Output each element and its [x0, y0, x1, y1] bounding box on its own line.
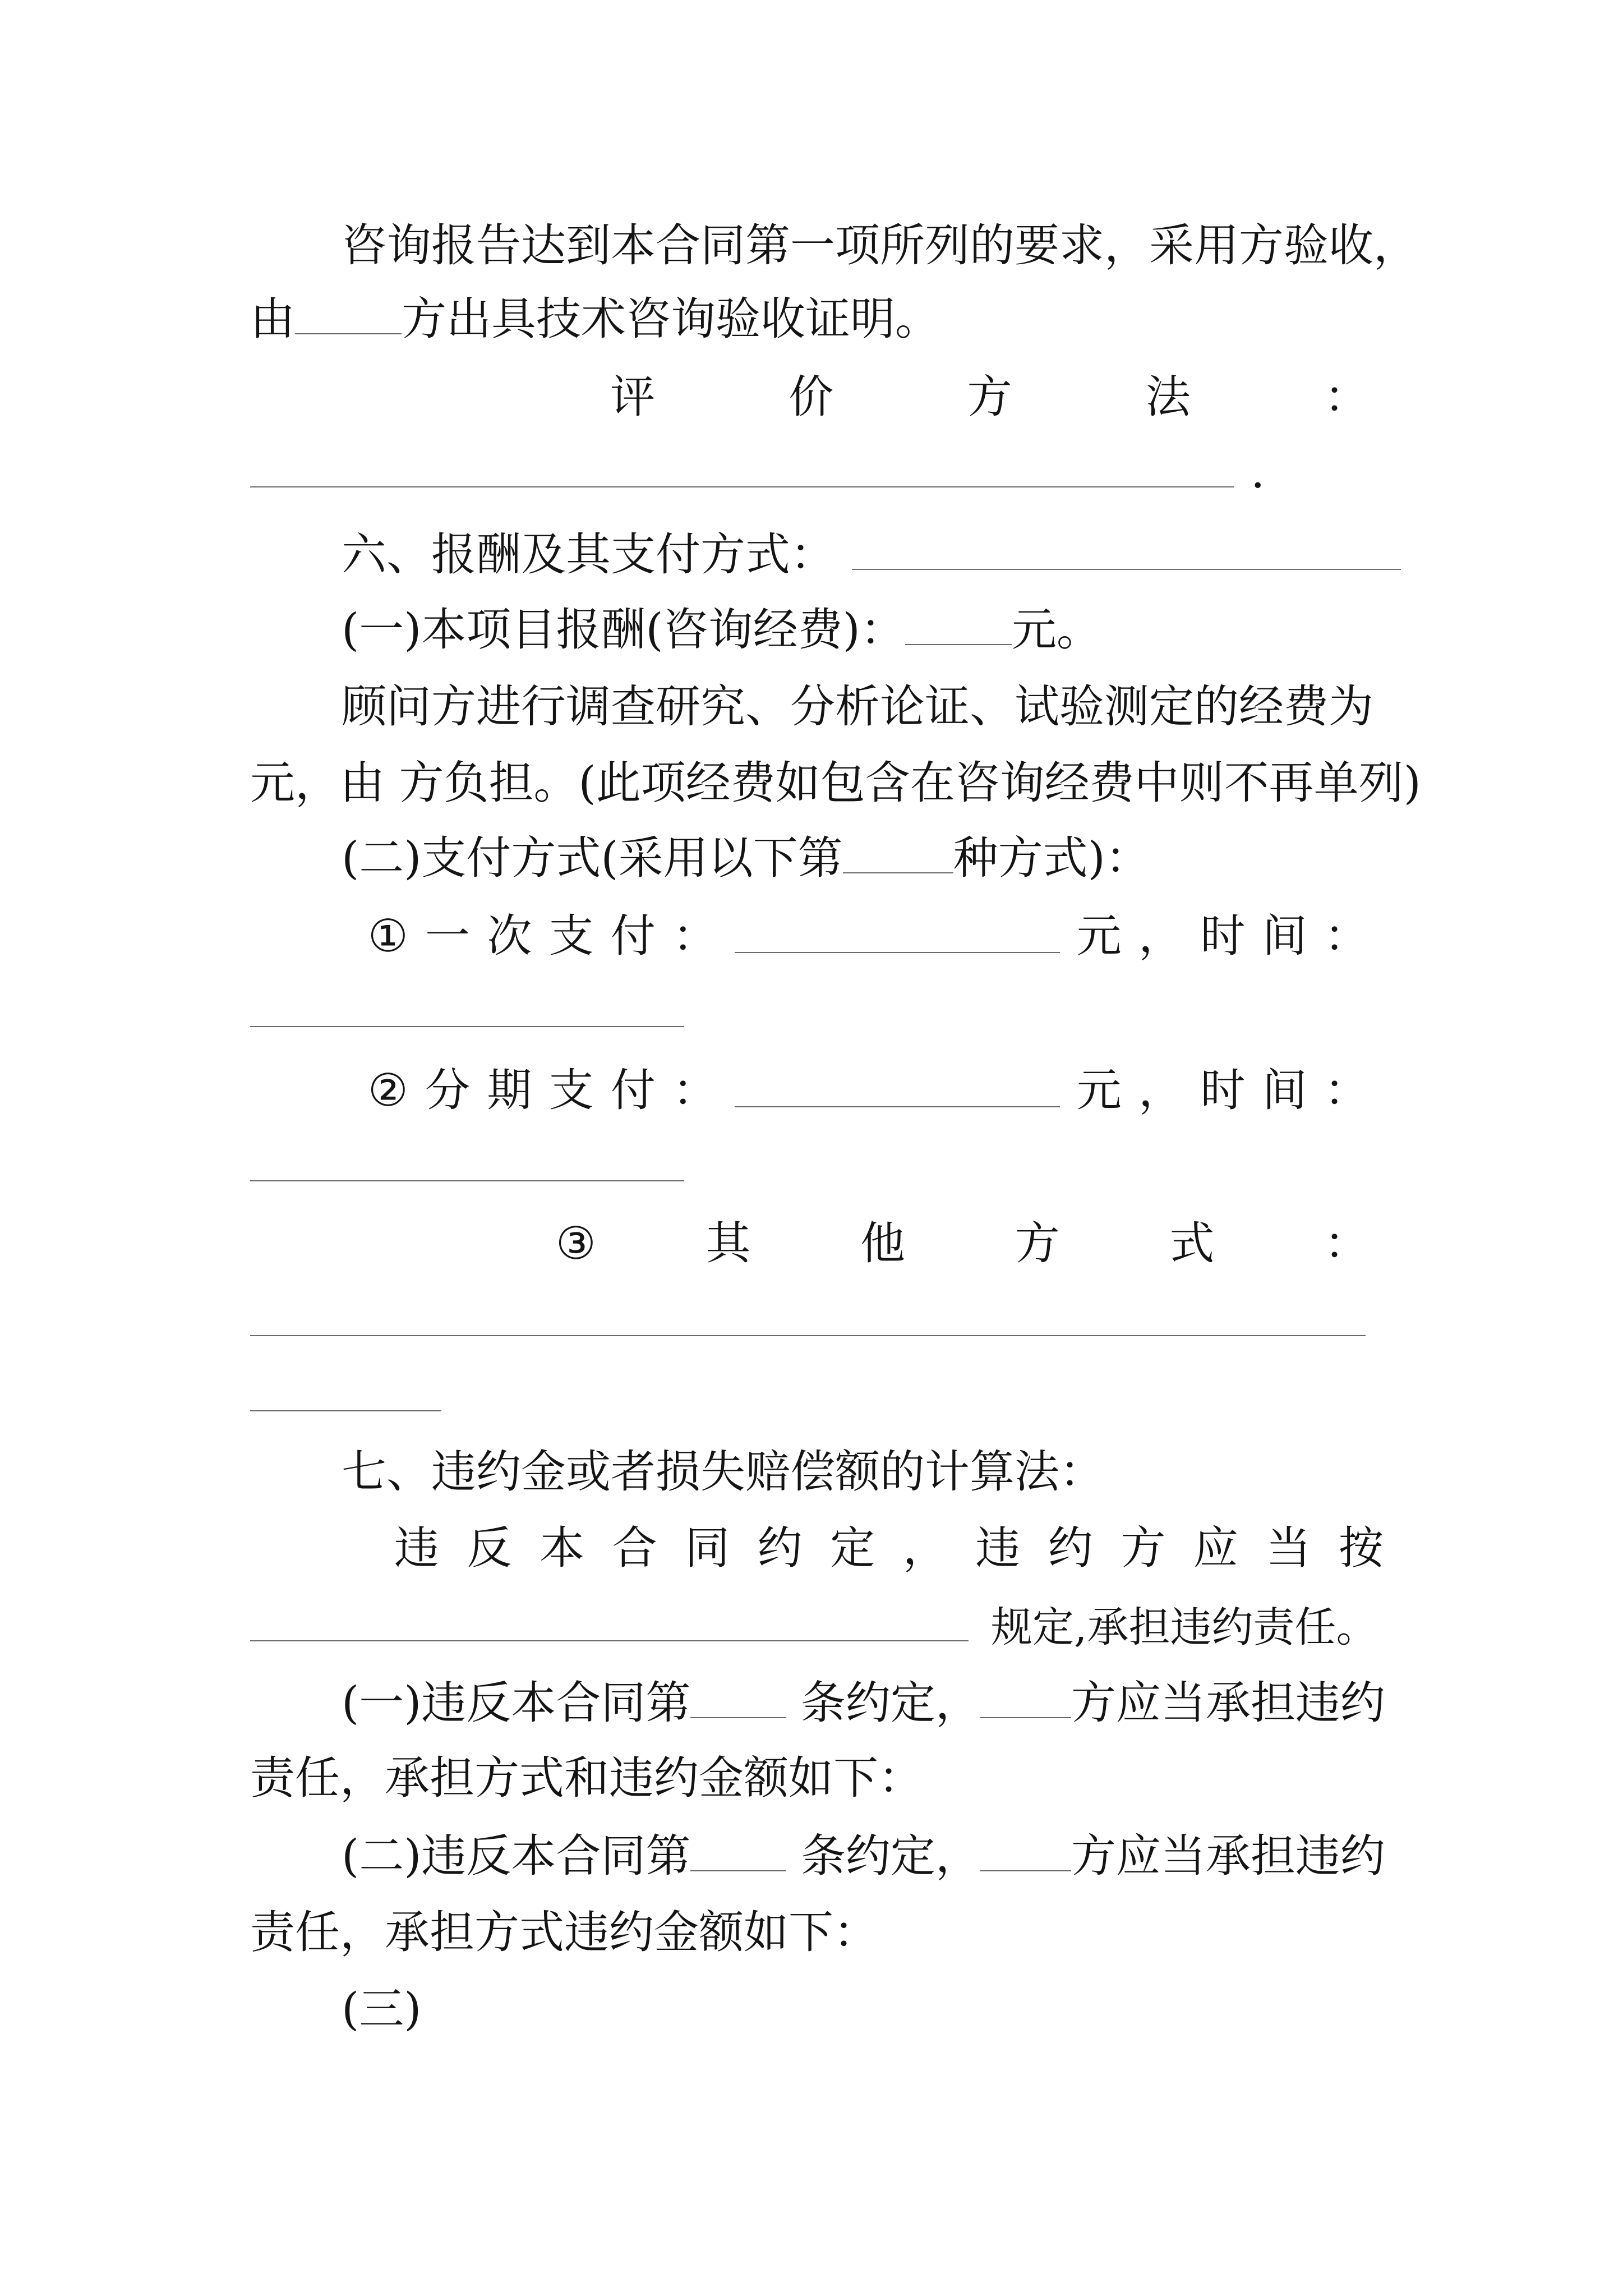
remuneration-item-1-label: (一)本项目报酬(咨询经费)：	[342, 604, 905, 656]
breach-clause-1-line-2: 责任，承担方式和违约金额如下：	[250, 1752, 923, 1804]
clause-middle: 条约定，	[786, 1830, 980, 1882]
spread-char: 反	[467, 1522, 512, 1574]
evaluation-method-label	[610, 369, 1369, 425]
spread-char: 时	[1200, 1064, 1246, 1116]
blank-line	[843, 872, 953, 873]
spread-char: ：	[1324, 910, 1369, 962]
spread-char: ②	[368, 1064, 408, 1116]
spread-char: 合	[612, 1522, 657, 1574]
spread-char: 间	[1262, 1064, 1307, 1116]
spread-char: 约	[757, 1522, 803, 1574]
section-7-heading: 七、违约金或者损失赔偿额的计算法：	[342, 1446, 1104, 1498]
liquidated-damages-intro	[394, 1520, 1384, 1576]
spread-char: 支	[548, 1064, 594, 1116]
section-6-heading: 六、报酬及其支付方式：	[342, 528, 835, 581]
spread-char: 支	[548, 910, 594, 962]
spread-char: 方	[967, 371, 1012, 423]
spread-char: ①	[368, 910, 408, 962]
remuneration-item-2-suffix: 种方式)：	[953, 832, 1150, 884]
spread-char: 违	[975, 1522, 1021, 1574]
spread-char: ：	[1324, 1064, 1369, 1116]
end-mark: .	[1251, 446, 1265, 498]
spread-char: 当	[1266, 1522, 1311, 1574]
spread-char: ③	[556, 1217, 596, 1269]
spread-char: 次	[487, 910, 532, 962]
spread-char: 间	[1262, 910, 1307, 962]
clause-label: (二)违反本合同第	[342, 1830, 691, 1882]
remuneration-item-1	[342, 602, 1101, 658]
spread-char: 本	[540, 1522, 585, 1574]
blank-line	[980, 1870, 1071, 1871]
spread-char: 方	[1121, 1522, 1166, 1574]
blank-line	[735, 919, 1060, 953]
spread-char: 元	[1076, 910, 1122, 962]
breach-clause-1	[342, 1675, 1385, 1731]
spread-char: 评	[610, 371, 655, 423]
spread-char: 分	[425, 1064, 471, 1116]
spread-char: ：	[672, 1064, 718, 1116]
acceptance-line-2-prefix: 由	[250, 293, 295, 345]
blank-line	[980, 1717, 1071, 1718]
spread-char: 一	[425, 910, 471, 962]
clause-after: 方应当承担违约	[1071, 1677, 1385, 1729]
spread-char: 法	[1145, 371, 1191, 423]
breach-clause-2	[342, 1828, 1385, 1884]
spread-char: 按	[1338, 1522, 1384, 1574]
blank-line	[690, 1870, 786, 1871]
spread-char: 他	[860, 1217, 906, 1269]
spread-char: ：	[1324, 371, 1369, 423]
spread-char: 方	[1015, 1217, 1060, 1269]
payment-option-2	[368, 1062, 1369, 1119]
blank-line	[250, 1180, 684, 1181]
spread-char: 违	[394, 1522, 439, 1574]
spread-char: 付	[610, 1064, 656, 1116]
breach-clause-3: (三)	[342, 1983, 422, 2035]
blank-line	[250, 1640, 969, 1641]
spread-char: 其	[706, 1217, 751, 1269]
blank-line	[295, 333, 402, 334]
liquidated-damages-intro-end	[250, 1598, 1378, 1654]
spread-char: 应	[1193, 1522, 1238, 1574]
evaluation-method-blank-line	[250, 444, 1265, 500]
remuneration-item-2	[342, 830, 1150, 886]
research-cost-line-1: 顾问方进行调查研究、分析论证、试验测定的经费为	[342, 680, 1373, 733]
spread-char: ：	[1324, 1217, 1369, 1269]
payment-option-1	[368, 908, 1369, 964]
spread-char: 价	[789, 371, 834, 423]
clause-label: (一)违反本合同第	[342, 1677, 691, 1729]
clause-middle: 条约定，	[786, 1677, 980, 1729]
blank-line	[250, 1335, 1366, 1336]
blank-line	[250, 1026, 684, 1027]
spread-char: 式	[1169, 1217, 1215, 1269]
blank-line	[852, 568, 1401, 570]
spread-char: ，	[1138, 1064, 1184, 1116]
intro-end-text: 规定,承担违约责任。	[991, 1603, 1378, 1651]
blank-line	[735, 1074, 1060, 1107]
blank-line	[690, 1717, 786, 1718]
clause-after: 方应当承担违约	[1071, 1830, 1385, 1882]
blank-line	[250, 486, 1234, 487]
spread-char: ：	[672, 910, 718, 962]
spread-char: ，	[902, 1522, 948, 1574]
blank-line	[905, 643, 1012, 645]
spread-char: ，	[1138, 910, 1184, 962]
spread-char: 付	[610, 910, 656, 962]
spread-char: 同	[685, 1522, 730, 1574]
remuneration-item-2-label: (二)支付方式(采用以下第	[342, 832, 843, 884]
acceptance-line-2-suffix: 方出具技术咨询验收证明。	[402, 293, 940, 345]
payment-option-3	[556, 1216, 1369, 1272]
research-cost-line-2: 元，由 方负担。(此项经费如包含在咨询经费中则不再单列)	[250, 757, 1421, 809]
spread-char: 期	[487, 1064, 532, 1116]
spread-char: 元	[1076, 1064, 1122, 1116]
acceptance-line-1: 咨询报告达到本合同第一项所列的要求，采用方验收，	[342, 219, 1418, 272]
blank-line	[250, 1410, 441, 1411]
spread-char: 时	[1200, 910, 1246, 962]
remuneration-item-1-unit: 元。	[1011, 604, 1101, 656]
spread-char: 约	[1048, 1522, 1093, 1574]
breach-clause-2-line-2: 责任，承担方式违约金额如下：	[250, 1906, 878, 1958]
spread-char: 定	[830, 1522, 875, 1574]
acceptance-line-2	[250, 291, 940, 347]
section-6-heading-line	[342, 527, 1401, 583]
